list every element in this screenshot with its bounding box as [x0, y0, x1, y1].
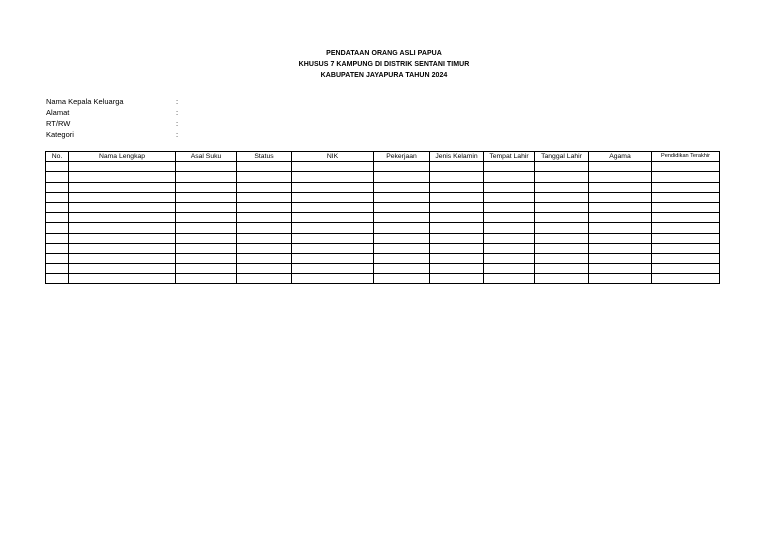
table-cell — [46, 223, 69, 233]
info-row-address — [46, 107, 246, 118]
table-cell — [430, 253, 484, 263]
table-cell — [589, 243, 652, 253]
table-cell — [69, 162, 176, 172]
document-title — [0, 48, 768, 81]
table-cell — [374, 264, 430, 274]
table-cell — [237, 243, 292, 253]
info-row-rt-rw — [46, 118, 246, 129]
table-cell — [176, 243, 237, 253]
table-cell — [69, 202, 176, 212]
table-cell — [46, 243, 69, 253]
table-row — [46, 202, 720, 212]
table-cell — [589, 162, 652, 172]
table-cell — [237, 202, 292, 212]
table-cell — [374, 233, 430, 243]
table-cell — [69, 172, 176, 182]
table-cell — [374, 243, 430, 253]
table-cell — [652, 192, 720, 202]
table-cell — [652, 274, 720, 284]
table-cell — [484, 274, 535, 284]
header-status: Status — [237, 152, 292, 162]
header-birthdate: Tanggal Lahir — [535, 152, 589, 162]
table-row — [46, 162, 720, 172]
table-cell — [430, 223, 484, 233]
table-body — [46, 162, 720, 284]
table-cell — [292, 264, 374, 274]
header-birthplace: Tempat Lahir — [484, 152, 535, 162]
table-cell — [237, 192, 292, 202]
table-cell — [535, 243, 589, 253]
info-label: RT/RW — [46, 119, 71, 128]
table-cell — [69, 243, 176, 253]
table-cell — [484, 233, 535, 243]
info-colon: : — [176, 108, 179, 117]
table-cell — [374, 192, 430, 202]
table-cell — [589, 253, 652, 263]
table-cell — [292, 243, 374, 253]
table-cell — [374, 202, 430, 212]
table-cell — [484, 172, 535, 182]
table-cell — [292, 274, 374, 284]
table-cell — [292, 192, 374, 202]
table-cell — [176, 182, 237, 192]
table-cell — [374, 213, 430, 223]
info-row-head-of-family — [46, 96, 246, 107]
table-cell — [176, 253, 237, 263]
table-row — [46, 213, 720, 223]
table-cell — [374, 223, 430, 233]
header-education: Pendidikan Terakhir — [652, 152, 720, 162]
table-row — [46, 243, 720, 253]
table-cell — [652, 223, 720, 233]
info-label: Alamat — [46, 108, 70, 117]
table-cell — [589, 182, 652, 192]
table-cell — [430, 202, 484, 212]
table-cell — [46, 253, 69, 263]
title-line-1: PENDATAAN ORANG ASLI PAPUA — [326, 50, 442, 57]
table-cell — [46, 213, 69, 223]
table-cell — [652, 182, 720, 192]
table-cell — [652, 264, 720, 274]
header-nik: NIK — [292, 152, 374, 162]
table-cell — [292, 223, 374, 233]
table-cell — [430, 213, 484, 223]
table-cell — [46, 192, 69, 202]
table-cell — [430, 264, 484, 274]
table-cell — [535, 213, 589, 223]
table-cell — [589, 264, 652, 274]
table-cell — [69, 274, 176, 284]
table-cell — [46, 202, 69, 212]
table-cell — [430, 192, 484, 202]
table-cell — [374, 274, 430, 284]
table-cell — [535, 192, 589, 202]
table-cell — [176, 202, 237, 212]
table-cell — [652, 243, 720, 253]
table-cell — [69, 233, 176, 243]
table-cell — [484, 182, 535, 192]
table-cell — [69, 213, 176, 223]
table-cell — [430, 172, 484, 182]
table-cell — [589, 172, 652, 182]
table-cell — [374, 172, 430, 182]
table-cell — [484, 264, 535, 274]
table-row — [46, 253, 720, 263]
table-cell — [589, 213, 652, 223]
table-cell — [292, 182, 374, 192]
table-cell — [484, 213, 535, 223]
table-cell — [237, 162, 292, 172]
table-cell — [176, 213, 237, 223]
table-cell — [237, 172, 292, 182]
table-cell — [484, 253, 535, 263]
table-cell — [430, 162, 484, 172]
table-cell — [176, 264, 237, 274]
table-cell — [652, 162, 720, 172]
table-row — [46, 172, 720, 182]
table-cell — [535, 202, 589, 212]
header-full-name: Nama Lengkap — [69, 152, 176, 162]
table-cell — [484, 162, 535, 172]
header-no: No. — [46, 152, 69, 162]
header-religion: Agama — [589, 152, 652, 162]
table-cell — [292, 202, 374, 212]
table-cell — [237, 213, 292, 223]
table-row — [46, 264, 720, 274]
table-cell — [652, 213, 720, 223]
header-gender: Jenis Kelamin — [430, 152, 484, 162]
table-cell — [69, 253, 176, 263]
table-cell — [484, 223, 535, 233]
table-cell — [292, 162, 374, 172]
table-cell — [46, 233, 69, 243]
info-colon: : — [176, 97, 179, 106]
table-cell — [589, 202, 652, 212]
table-cell — [430, 274, 484, 284]
table-cell — [69, 192, 176, 202]
table-row — [46, 223, 720, 233]
title-line-2: KHUSUS 7 KAMPUNG DI DISTRIK SENTANI TIMUR — [298, 61, 470, 68]
table-cell — [46, 264, 69, 274]
table-cell — [69, 182, 176, 192]
table-cell — [237, 223, 292, 233]
table-cell — [484, 202, 535, 212]
info-colon: : — [176, 119, 179, 128]
table-cell — [292, 213, 374, 223]
table-cell — [535, 172, 589, 182]
table-cell — [46, 182, 69, 192]
table-cell — [484, 192, 535, 202]
header-tribe: Asal Suku — [176, 152, 237, 162]
info-label: Kategori — [46, 130, 74, 139]
title-line-3: KABUPATEN JAYAPURA TAHUN 2024 — [320, 72, 448, 79]
census-table — [45, 151, 720, 284]
table-cell — [237, 274, 292, 284]
table-cell — [292, 253, 374, 263]
table-header-row — [46, 152, 720, 162]
table-cell — [292, 172, 374, 182]
table-cell — [69, 264, 176, 274]
table-row — [46, 233, 720, 243]
table-cell — [652, 172, 720, 182]
table-cell — [176, 233, 237, 243]
table-cell — [430, 243, 484, 253]
table-cell — [176, 274, 237, 284]
table-cell — [176, 192, 237, 202]
table-cell — [292, 233, 374, 243]
table-cell — [237, 182, 292, 192]
table-cell — [374, 162, 430, 172]
table-cell — [652, 233, 720, 243]
table-cell — [430, 233, 484, 243]
table-cell — [237, 264, 292, 274]
table-cell — [374, 182, 430, 192]
table-cell — [176, 223, 237, 233]
info-colon: : — [176, 130, 179, 139]
header-occupation: Pekerjaan — [374, 152, 430, 162]
table-cell — [237, 253, 292, 263]
info-row-category — [46, 129, 246, 140]
table-cell — [484, 243, 535, 253]
table-cell — [430, 182, 484, 192]
table-cell — [535, 253, 589, 263]
table-cell — [176, 172, 237, 182]
table-cell — [652, 202, 720, 212]
table-row — [46, 192, 720, 202]
table-cell — [535, 223, 589, 233]
table-cell — [46, 162, 69, 172]
table-cell — [237, 233, 292, 243]
table-cell — [535, 233, 589, 243]
table-cell — [535, 182, 589, 192]
table-cell — [589, 233, 652, 243]
table-cell — [46, 274, 69, 284]
table-cell — [589, 274, 652, 284]
household-info — [46, 96, 246, 140]
info-label: Nama Kepala Keluarga — [46, 97, 124, 106]
table-cell — [589, 223, 652, 233]
table-cell — [374, 253, 430, 263]
table-cell — [535, 264, 589, 274]
table-cell — [652, 253, 720, 263]
table-row — [46, 274, 720, 284]
table-cell — [69, 223, 176, 233]
table-cell — [535, 162, 589, 172]
table-cell — [176, 162, 237, 172]
table-cell — [535, 274, 589, 284]
table-cell — [589, 192, 652, 202]
table-row — [46, 182, 720, 192]
table-cell — [46, 172, 69, 182]
